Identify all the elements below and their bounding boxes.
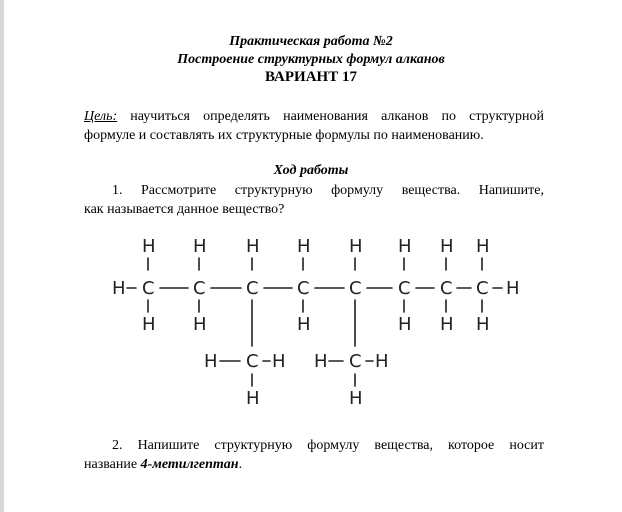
branch-2-carbon: C [349, 351, 362, 372]
task-1-line-1: 1. Рассмотрите структурную формулу вещества. Напишите, [112, 183, 544, 198]
h-bottom-8: H [476, 314, 490, 335]
document-title: Практическая работа №2 [229, 34, 393, 49]
branch-2-h-left: H [314, 351, 328, 372]
h-right-end: H [506, 278, 520, 299]
task-2 [84, 436, 544, 474]
variant-heading: ВАРИАНТ 17 [265, 69, 357, 85]
branch-1-h-bottom: H [246, 388, 260, 409]
carbon-3: C [246, 278, 259, 299]
branch-1-h-left: H [204, 351, 218, 372]
carbon-4: C [297, 278, 310, 299]
branch-1-h-right: H [272, 351, 286, 372]
task-2-line-1: 2. Напишите структурную формулу вещества, которое носит [112, 438, 544, 453]
document-subtitle: Построение структурных формул алканов [177, 52, 445, 67]
h-bottom-4: H [297, 314, 311, 335]
goal-label: Цель: [84, 109, 118, 124]
branch-2-h-bottom: H [349, 388, 363, 409]
carbon-7: C [440, 278, 453, 299]
h-bottom-2: H [193, 314, 207, 335]
task-2-suffix: . [238, 457, 243, 472]
h-top-8: H [476, 236, 490, 257]
h-top-4: H [297, 236, 311, 257]
task-2-line-2 [84, 455, 544, 474]
carbon-2: C [193, 278, 206, 299]
procedure-heading: Ход работы [273, 163, 349, 178]
h-top-7: H [440, 236, 454, 257]
task-1-line-2: как называется данное вещество? [84, 202, 285, 217]
h-bottom-7: H [440, 314, 454, 335]
compound-name: 4-метилгептан [140, 457, 239, 472]
goal-line-1 [84, 107, 544, 126]
carbon-1: C [142, 278, 155, 299]
structural-formula [100, 232, 530, 412]
h-bottom-6: H [398, 314, 412, 335]
branch-2-h-right: H [375, 351, 389, 372]
carbon-8: C [476, 278, 489, 299]
carbon-5: C [349, 278, 362, 299]
task-1 [84, 181, 544, 219]
h-top-5: H [349, 236, 363, 257]
task-2-prefix: название [84, 457, 141, 472]
h-top-1: H [142, 236, 156, 257]
goal-text: научиться определять наименования алканов по структурной [117, 109, 544, 124]
carbon-6: C [398, 278, 411, 299]
h-top-6: H [398, 236, 412, 257]
h-top-2: H [193, 236, 207, 257]
branch-1-carbon: C [246, 351, 259, 372]
h-left-end: H [112, 278, 126, 299]
goal-paragraph [84, 107, 544, 145]
goal-line-2: формуле и составлять их структурные формулы по наименованию. [84, 128, 484, 143]
h-top-3: H [246, 236, 260, 257]
h-bottom-1: H [142, 314, 156, 335]
